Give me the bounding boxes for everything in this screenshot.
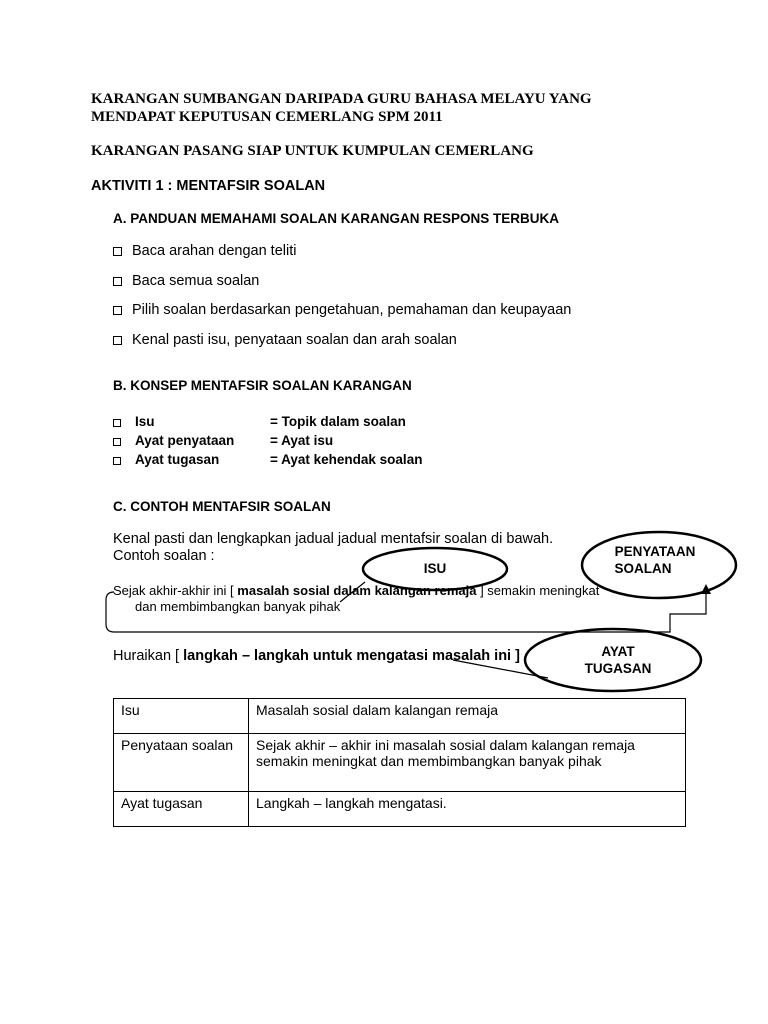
guide-item-text: Baca semua soalan xyxy=(132,273,260,289)
question-brace xyxy=(106,592,114,632)
activity-title: AKTIVITI 1 : MENTAFSIR SOALAN xyxy=(91,178,326,194)
section-b-title: B. KONSEP MENTAFSIR SOALAN KARANGAN xyxy=(113,378,412,393)
concept-term: Isu xyxy=(135,414,155,429)
example-question xyxy=(113,583,599,598)
question-issue: masalah sosial dalam kalangan remaja xyxy=(237,583,477,598)
interpretation-table xyxy=(113,698,686,827)
question-suffix: ] semakin meningkat xyxy=(476,583,600,598)
guide-item-text: Kenal pasti isu, penyataan soalan dan arah soalan xyxy=(132,332,457,348)
table-row xyxy=(114,792,686,827)
concept-term: Ayat penyataan xyxy=(135,433,235,448)
section-c-title: C. CONTOH MENTAFSIR SOALAN xyxy=(113,499,331,514)
concept-definition: = Ayat kehendak soalan xyxy=(270,452,423,467)
huraikan-prefix: Huraikan [ xyxy=(113,648,184,664)
table-row xyxy=(114,699,686,734)
guide-item-text: Pilih soalan berdasarkan pengetahuan, pemahaman dan keupayaan xyxy=(132,302,572,318)
concept-term: Ayat tugasan xyxy=(135,452,220,467)
example-question-line-2: dan membimbangkan banyak pihak xyxy=(135,599,341,614)
tugasan-oval-line-1: AYAT xyxy=(601,644,635,659)
penyataan-oval-line-1: PENYATAAN xyxy=(614,544,696,559)
penyataan-oval-line-2: SOALAN xyxy=(614,561,672,576)
question-prefix: Sejak akhir-akhir ini [ xyxy=(113,583,238,598)
instruction-text: Kenal pasti dan lengkapkan jadual jadual mentafsir soalan di bawah. xyxy=(113,531,554,547)
table-value-cell: Masalah sosial dalam kalangan remaja xyxy=(249,699,686,734)
huraikan-task: langkah – langkah untuk mengatasi masalah ini ] xyxy=(183,648,520,664)
table-label-cell: Ayat tugasan xyxy=(114,792,249,827)
example-label: Contoh soalan : xyxy=(113,548,215,564)
table-label-cell: Isu xyxy=(114,699,249,734)
header-line-2: MENDAPAT KEPUTUSAN CEMERLANG SPM 2011 xyxy=(91,109,443,125)
section-a-title: A. PANDUAN MEMAHAMI SOALAN KARANGAN RESPONS TERBUKA xyxy=(113,211,560,226)
table-value-cell: Sejak akhir – akhir ini masalah sosial dalam kalangan remaja semakin meningkat dan membimbangkan banyak pihak xyxy=(249,734,686,792)
isu-oval-label: ISU xyxy=(423,561,447,576)
huraikan-line xyxy=(113,648,520,664)
header-line-3: KARANGAN PASANG SIAP UNTUK KUMPULAN CEMERLANG xyxy=(91,143,534,159)
concept-definition: = Topik dalam soalan xyxy=(270,414,406,429)
tugasan-oval xyxy=(525,629,701,691)
table-label-cell: Penyataan soalan xyxy=(114,734,249,792)
tugasan-oval-line-2: TUGASAN xyxy=(584,661,652,676)
guide-item-text: Baca arahan dengan teliti xyxy=(132,243,297,259)
table-row xyxy=(114,734,686,792)
header-line-1: KARANGAN SUMBANGAN DARIPADA GURU BAHASA MELAYU YANG xyxy=(91,91,592,107)
concept-definition: = Ayat isu xyxy=(270,433,334,448)
table-value-cell: Langkah – langkah mengatasi. xyxy=(249,792,686,827)
